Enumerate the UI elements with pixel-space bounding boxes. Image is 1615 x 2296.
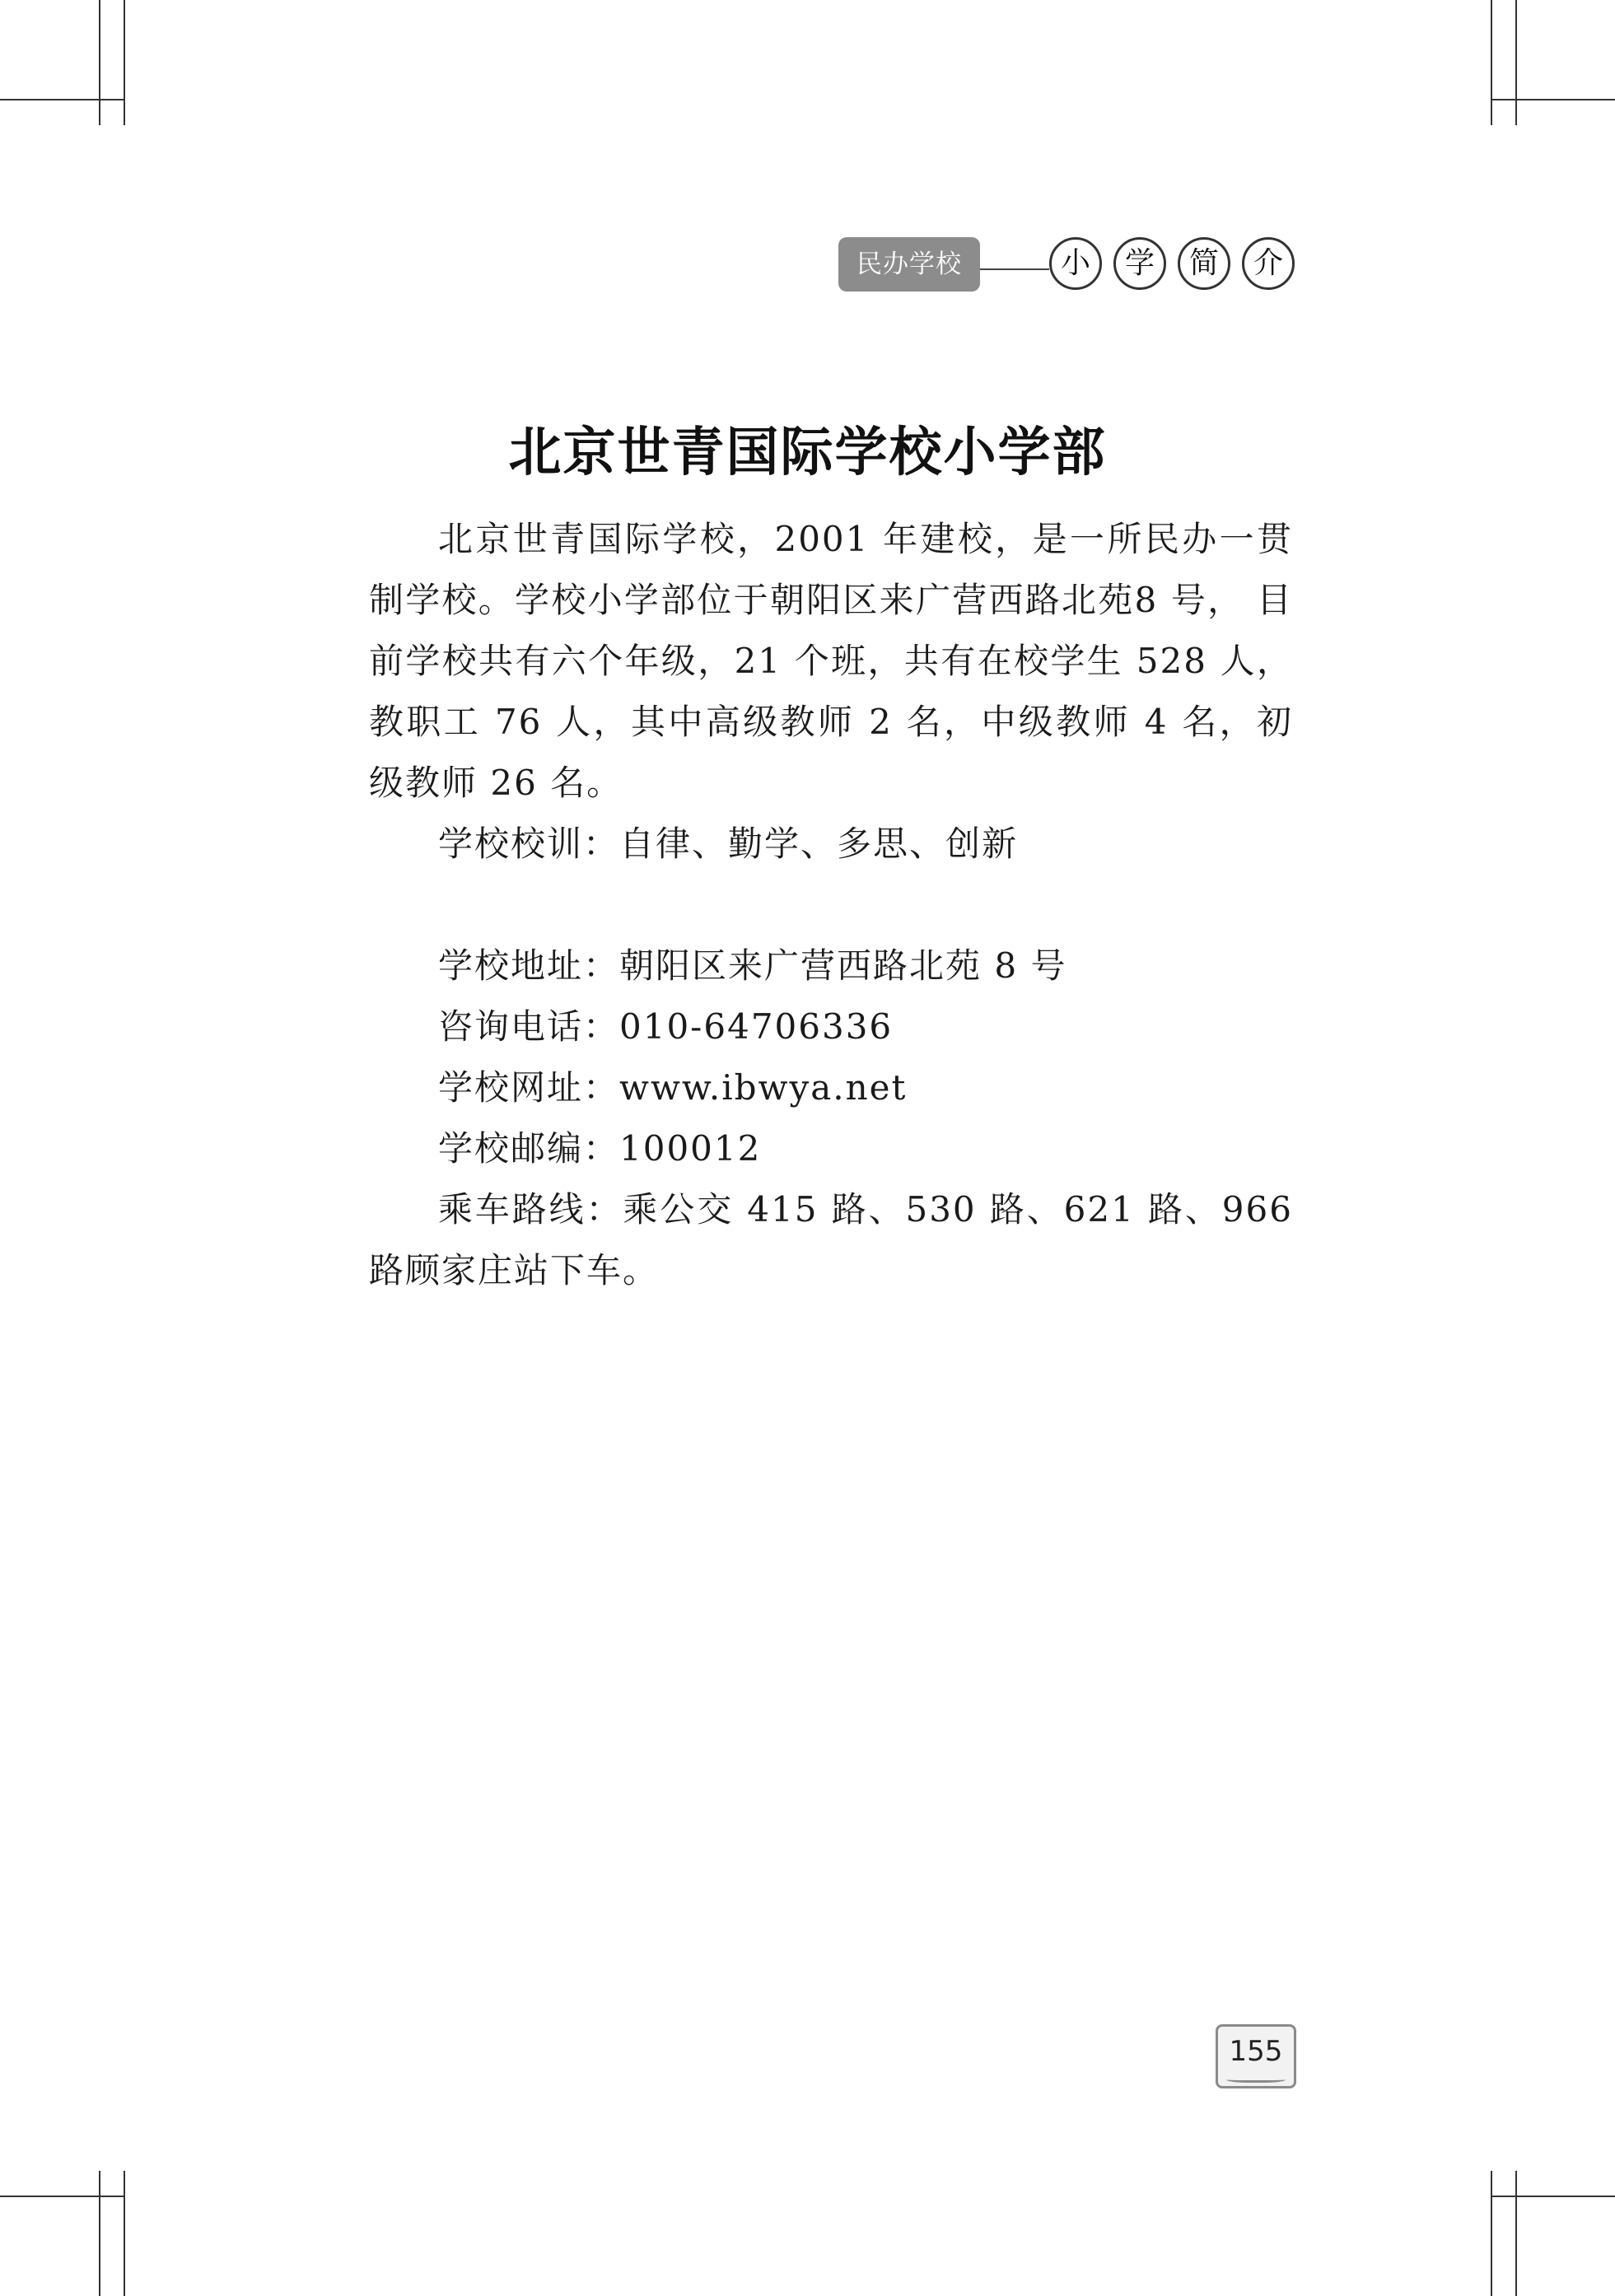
crop-mark: [99, 0, 100, 125]
info-website: [369, 1057, 1293, 1118]
section-title-circled: [1049, 237, 1295, 290]
article-body: [369, 509, 1293, 1301]
circled-char: 小: [1049, 237, 1102, 290]
info-value: www.ibwya.net: [619, 1067, 908, 1108]
section-tag: 民办学校: [838, 237, 980, 292]
crop-mark: [124, 0, 125, 125]
info-label: 学校邮编：: [438, 1128, 620, 1169]
header-connector-line: [980, 268, 1049, 270]
info-label: 学校网址：: [438, 1067, 620, 1108]
info-label: 乘车路线：: [438, 1189, 623, 1230]
info-phone: [369, 996, 1293, 1057]
motto-paragraph: 学校校训：自律、勤学、多思、创新: [438, 824, 1019, 864]
info-value: 010-64706336: [619, 1006, 894, 1047]
info-bus-route: [369, 1179, 1293, 1301]
info-label: 咨询电话：: [438, 1006, 620, 1047]
crop-mark: [124, 2171, 125, 2296]
crop-mark: [1491, 2196, 1615, 2197]
page-title: 北京世青国际学校小学部: [508, 422, 1107, 483]
info-address: [369, 936, 1293, 996]
crop-mark: [1491, 0, 1492, 125]
spacer: [369, 875, 1293, 936]
info-label: 学校地址：: [438, 945, 620, 986]
crop-mark: [99, 2171, 100, 2296]
page-number: 155: [1229, 2035, 1283, 2068]
crop-mark: [1491, 2171, 1492, 2296]
intro-paragraph: 北京世青国际学校，2001 年建校，是一所民办一贯制学校。学校小学部位于朝阳区来广营西路北苑8 号， 目前学校共有六个年级，21 个班，共有在校学生 528 人， 教职工 76 人，其中高级教师 2 名，中级教师 4 名，初级教师 26 名。: [369, 519, 1293, 803]
crop-mark: [1491, 99, 1615, 100]
crop-mark: [0, 99, 125, 100]
info-value: 乘公交 415 路、530 路、621 路、966 路顾家庄站下车。: [369, 1189, 1293, 1290]
info-value: 100012: [619, 1128, 762, 1169]
info-postcode: [369, 1118, 1293, 1179]
circled-char: 简: [1178, 237, 1230, 290]
crop-mark: [1515, 0, 1517, 125]
circled-char: 介: [1242, 237, 1295, 290]
info-value: 朝阳区来广营西路北苑 8 号: [619, 945, 1067, 986]
page-number-badge: [1216, 2024, 1296, 2088]
circled-char: 学: [1113, 237, 1166, 290]
crop-mark: [1515, 2171, 1517, 2296]
crop-mark: [0, 2196, 125, 2197]
section-header: [838, 237, 1283, 292]
